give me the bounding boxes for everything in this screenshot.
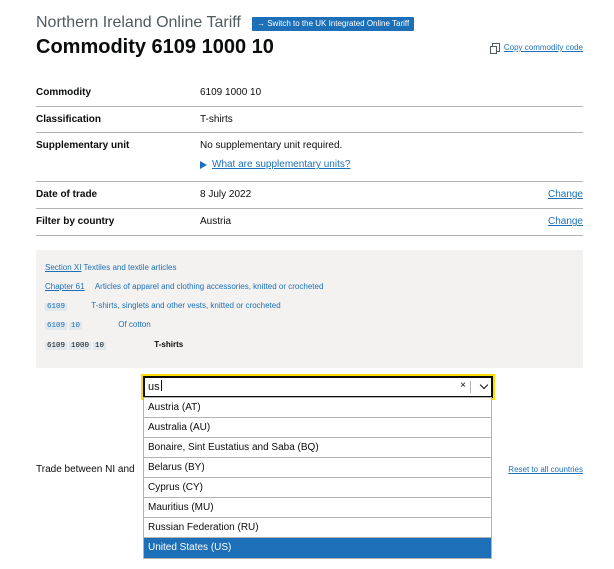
summary-row-date-of-trade [36,182,583,209]
heading-description: T-shirts, singlets and other vests, knitted or crocheted [91,301,281,310]
commodity-description: T-shirts [154,340,184,349]
country-option[interactable]: Cyprus (CY) [144,478,491,498]
summary-value-date-of-trade: 8 July 2022 [200,189,252,200]
summary-value-commodity: 6109 1000 10 [200,87,262,98]
summary-key-supplementary-unit: Supplementary unit [36,140,130,151]
summary-row-filter-by-country [36,209,583,236]
disclosure-triangle-icon [200,161,207,169]
service-name: Northern Ireland Online Tariff [36,14,241,31]
hierarchy-heading-row [45,301,281,311]
country-option[interactable]: Russian Federation (RU) [144,518,491,538]
chapter-link[interactable]: Chapter 61 [45,282,85,291]
country-options-list [143,397,492,559]
country-option[interactable]: Austria (AT) [144,398,491,418]
commodity-code-part-3: 10 [95,342,105,350]
country-option[interactable]: Australia (AU) [144,418,491,438]
clear-icon[interactable]: × [460,380,466,391]
hierarchy-chapter-row [45,282,323,291]
copy-commodity-code-link[interactable] [492,43,583,52]
commodity-code-part-1: 6109 [47,342,66,350]
hierarchy-commodity-row [45,340,183,350]
country-option[interactable]: Bonaire, Sint Eustatius and Saba (BQ) [144,438,491,458]
country-search-input[interactable]: us [148,381,160,393]
summary-row-commodity [36,82,583,107]
commodity-summary-list [36,82,583,236]
text-caret [161,380,162,391]
summary-value-supplementary-unit: No supplementary unit required. [200,140,343,151]
commodity-hierarchy [36,250,583,368]
copy-commodity-code-label[interactable]: Copy commodity code [503,43,583,52]
subheading-code-part-2: 10 [71,322,81,330]
summary-key-classification: Classification [36,114,102,125]
copy-icon [492,43,500,52]
trade-between-label: Trade between NI and [36,464,135,475]
section-link[interactable]: Section XI [45,263,82,272]
change-date-link[interactable]: Change [547,189,583,200]
reset-to-all-countries-link[interactable]: Reset to all countries [508,465,583,474]
change-country-link[interactable]: Change [547,216,583,227]
subheading-link[interactable] [45,320,84,329]
summary-key-commodity: Commodity [36,87,91,98]
hierarchy-subheading-row [45,320,151,330]
country-option[interactable]: Mauritius (MU) [144,498,491,518]
summary-value-classification: T-shirts [200,114,233,125]
heading-link[interactable] [45,301,69,310]
supplementary-units-details[interactable] [200,159,350,170]
summary-row-classification [36,107,583,133]
combobox-separator [470,381,471,393]
country-option[interactable]: Belarus (BY) [144,458,491,478]
supplementary-units-details-summary[interactable]: What are supplementary units? [212,159,351,170]
summary-row-supplementary-unit [36,133,583,182]
chapter-description: Articles of apparel and clothing accessories, knitted or crocheted [94,282,324,291]
country-option[interactable]: United States (US) [144,538,491,558]
commodity-code-part-2: 1000 [71,342,90,350]
chevron-down-icon[interactable] [480,381,488,389]
section-description: Textiles and textile articles [83,263,177,272]
page-title: Commodity 6109 1000 10 [36,36,274,58]
summary-key-date-of-trade: Date of trade [36,189,98,200]
summary-key-filter-by-country: Filter by country [36,216,115,227]
switch-tariff-button[interactable]: → Switch to the UK Integrated Online Tariff [252,17,414,31]
subheading-code-part-1: 6109 [47,322,66,330]
subheading-description: Of cotton [118,320,151,329]
summary-value-filter-by-country: Austria [200,216,232,227]
hierarchy-section-row [45,263,176,272]
heading-code: 6109 [47,303,66,311]
country-combobox[interactable] [143,376,493,398]
